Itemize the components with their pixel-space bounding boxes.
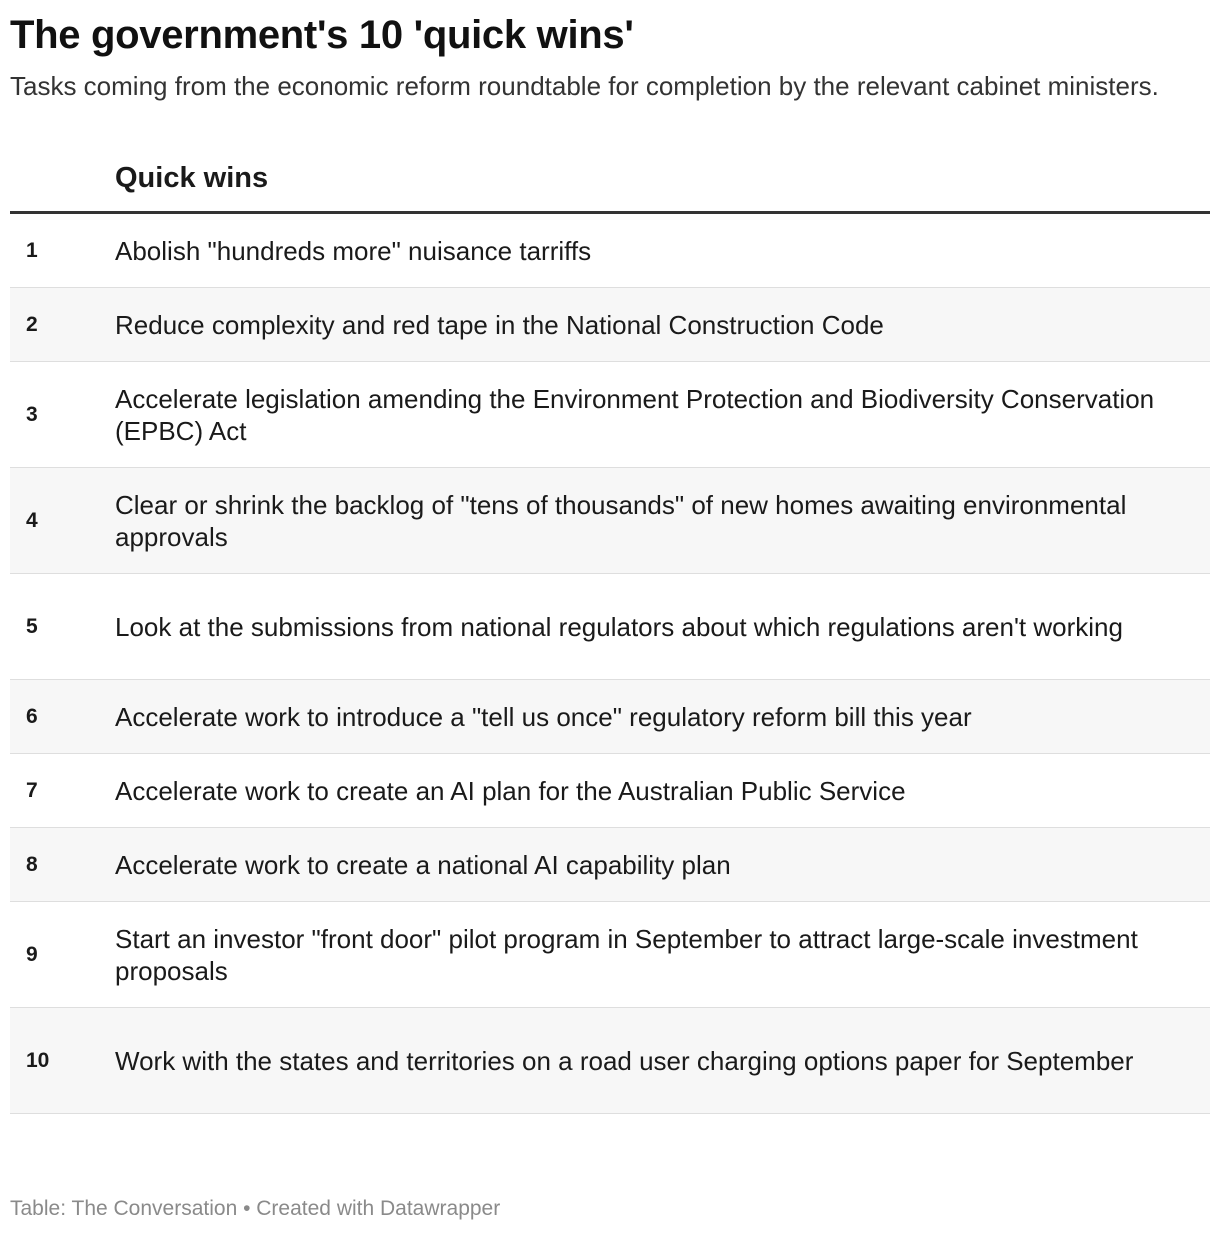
- table-row: [10, 902, 1210, 1008]
- chart-subtitle: Tasks coming from the economic reform roundtable for completion by the relevant cabinet ministers.: [10, 71, 1159, 101]
- row-task: Look at the submissions from national regulators about which regulations aren't working: [115, 611, 1123, 642]
- row-number: 1: [26, 238, 38, 262]
- table-row: [10, 680, 1210, 754]
- row-number: 5: [26, 614, 38, 638]
- header-quick-wins: Quick wins: [115, 162, 269, 194]
- row-number: 10: [26, 1048, 50, 1072]
- row-task: Start an investor "front door" pilot program in September to attract large-scale investment proposals: [115, 923, 1138, 986]
- row-task: Accelerate work to introduce a "tell us once" regulatory reform bill this year: [115, 701, 972, 732]
- table-row: [10, 1008, 1210, 1114]
- table-row: [10, 468, 1210, 574]
- row-number: 7: [26, 778, 38, 802]
- row-task: Accelerate work to create an AI plan for the Australian Public Service: [115, 775, 906, 806]
- chart-title: The government's 10 'quick wins': [10, 13, 634, 57]
- table-row: [10, 574, 1210, 680]
- row-number: 3: [26, 402, 38, 426]
- row-task: Work with the states and territories on a road user charging options paper for September: [115, 1045, 1134, 1076]
- chart-container: [10, 0, 1210, 1114]
- table-row: [10, 214, 1210, 288]
- table-row: [10, 362, 1210, 468]
- row-number: 2: [26, 312, 38, 336]
- row-number: 8: [26, 852, 38, 876]
- row-task: Abolish "hundreds more" nuisance tarriffs: [115, 235, 592, 266]
- quick-wins-table: [10, 161, 1210, 1114]
- table-header: [10, 161, 1210, 214]
- table-row: [10, 828, 1210, 902]
- row-task: Clear or shrink the backlog of "tens of thousands" of new homes awaiting environmental approvals: [115, 489, 1127, 552]
- table-row: [10, 754, 1210, 828]
- row-task: Accelerate work to create a national AI capability plan: [115, 849, 731, 880]
- row-task: Accelerate legislation amending the Environment Protection and Biodiversity Conservation (EPBC) Act: [115, 383, 1155, 446]
- row-number: 6: [26, 704, 38, 728]
- row-task: Reduce complexity and red tape in the National Construction Code: [115, 309, 884, 340]
- source-credit: Table: The Conversation • Created with Datawrapper: [10, 1197, 501, 1220]
- table-row: [10, 288, 1210, 362]
- row-number: 9: [26, 942, 38, 966]
- row-number: 4: [26, 508, 38, 532]
